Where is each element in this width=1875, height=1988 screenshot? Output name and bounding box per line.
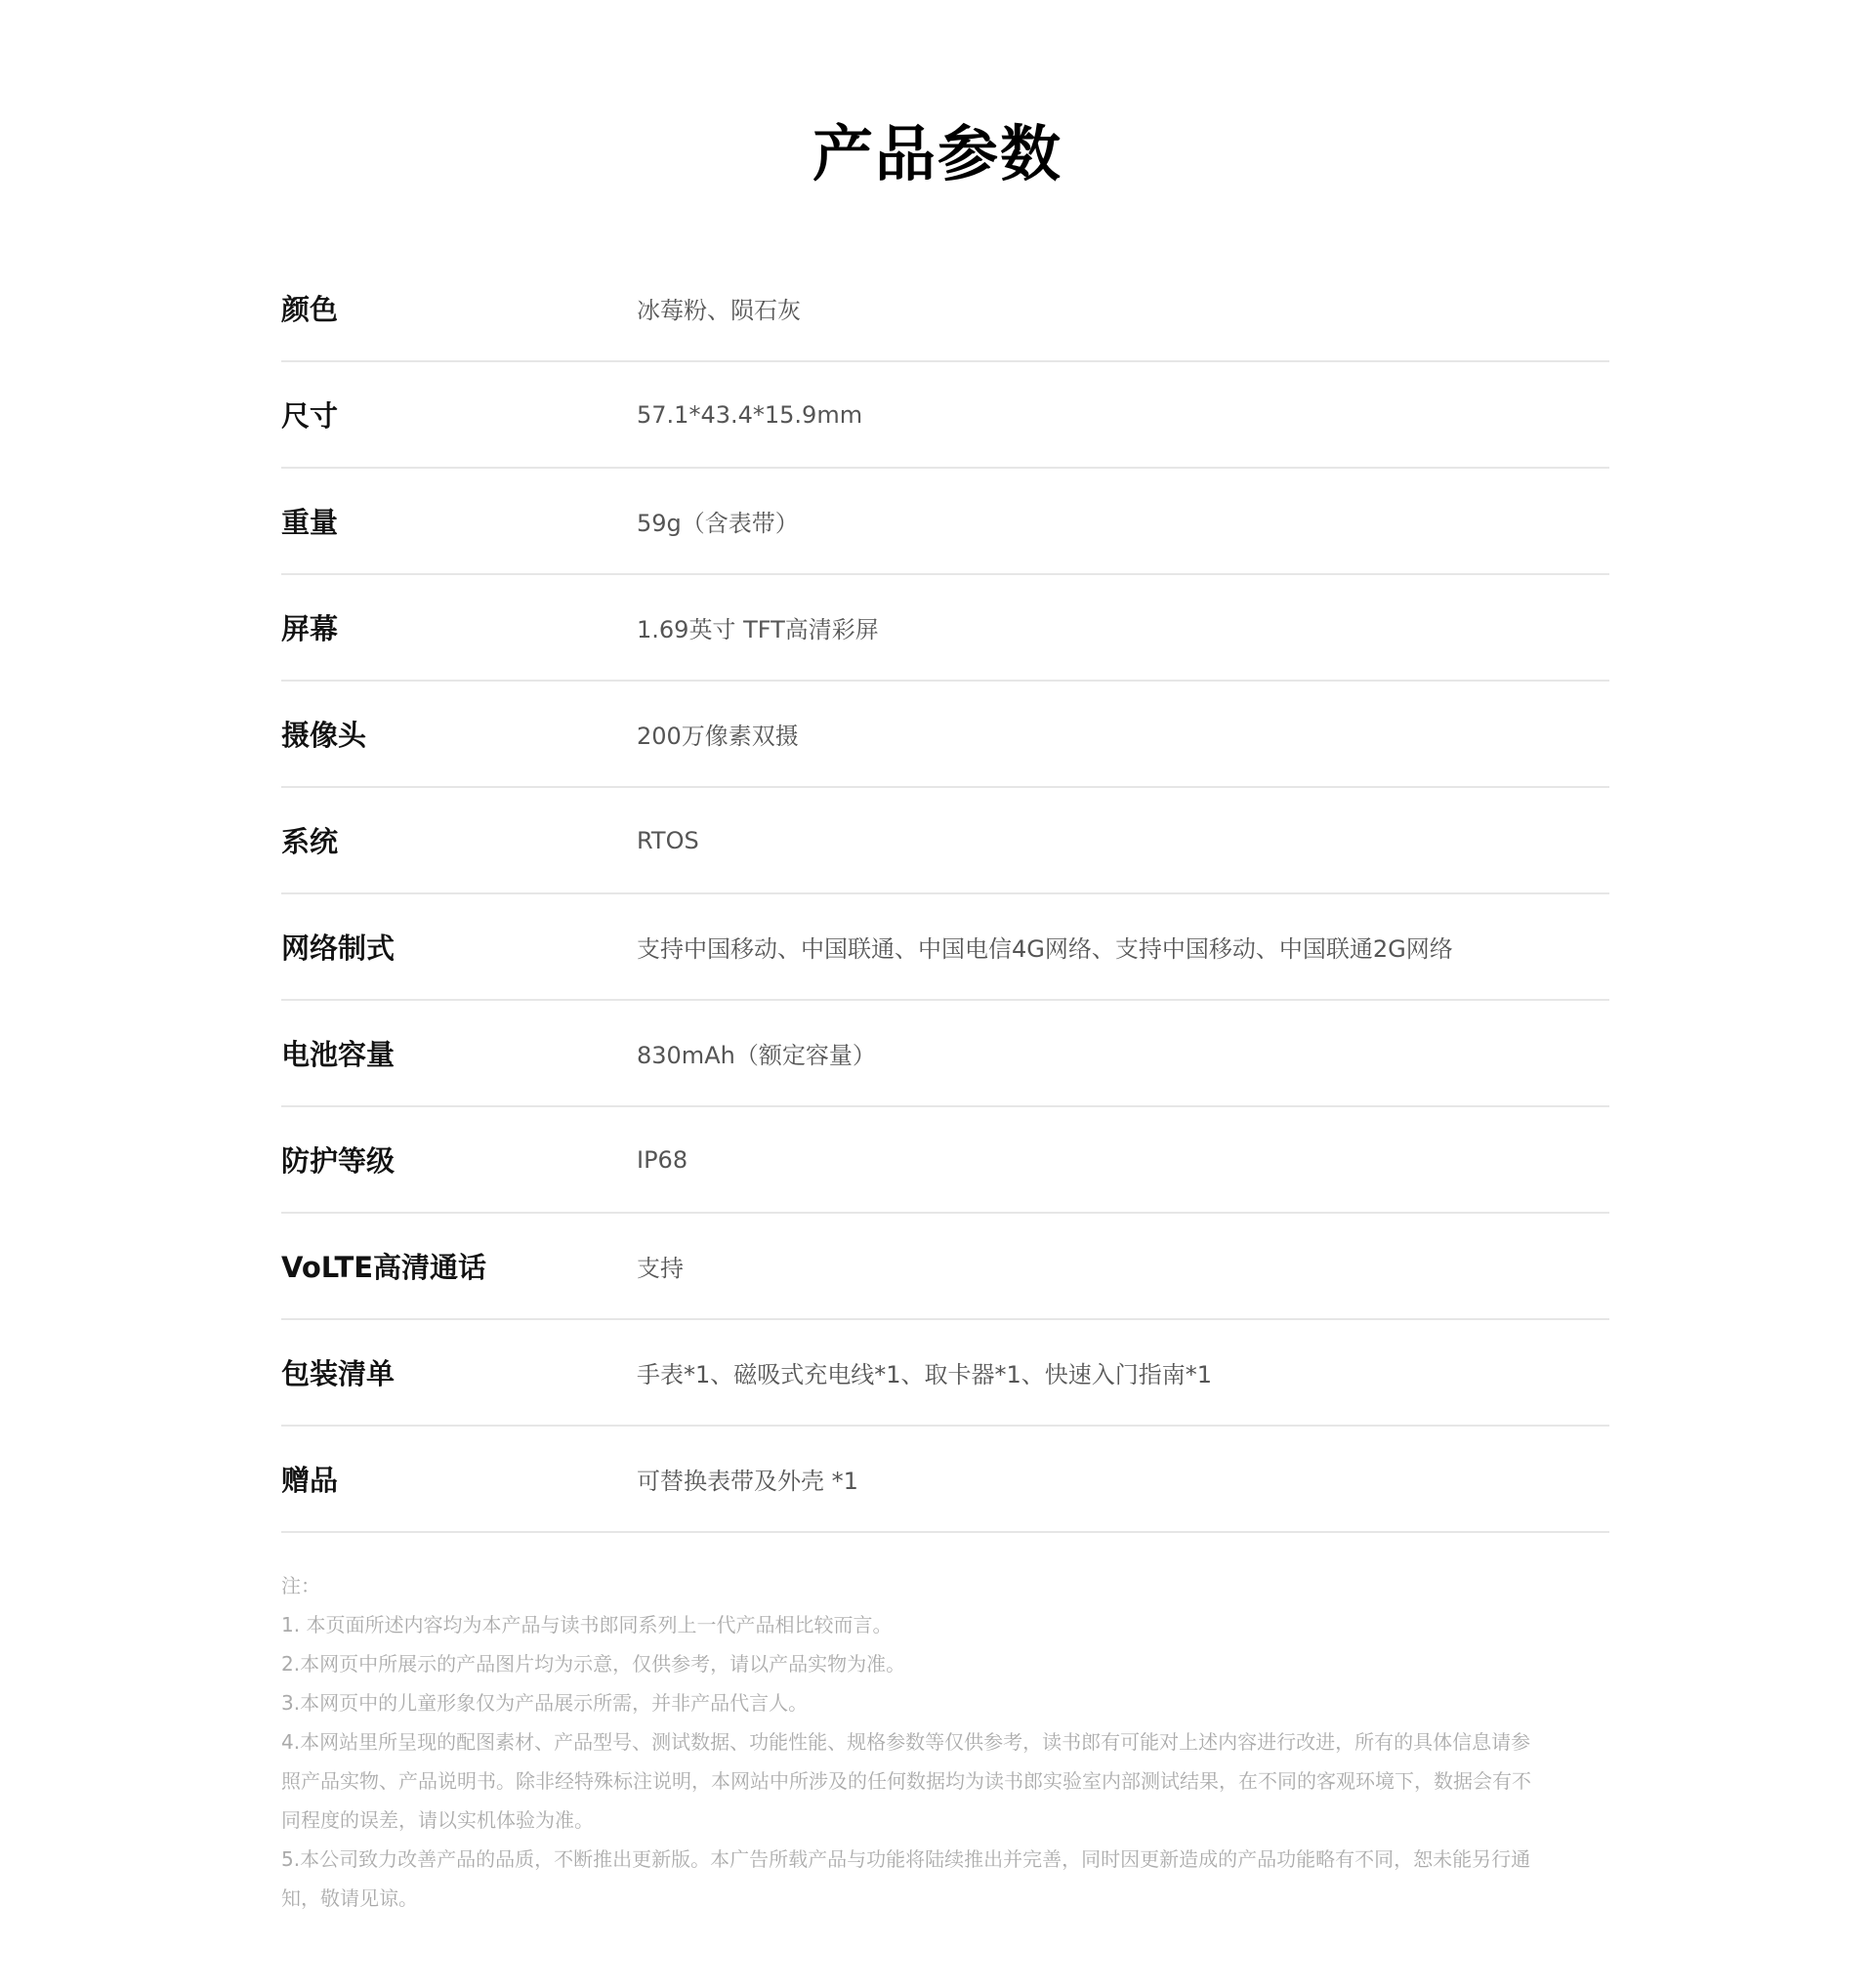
- page-title: 产品参数: [812, 118, 1062, 189]
- spec-row-camera: [281, 682, 1609, 788]
- spec-value: 支持: [637, 1255, 684, 1282]
- spec-row-network: [281, 894, 1609, 1001]
- spec-label: 包装清单: [281, 1357, 396, 1390]
- spec-row-system: [281, 788, 1609, 894]
- spec-row-size: [281, 362, 1609, 469]
- spec-label: VoLTE高清通话: [281, 1251, 487, 1284]
- spec-label: 屏幕: [281, 612, 339, 645]
- spec-label: 系统: [281, 825, 339, 858]
- spec-label: 尺寸: [281, 399, 339, 433]
- notes-heading: 注：: [281, 1574, 320, 1597]
- note-item: 4.本网站里所呈现的配图素材、产品型号、测试数据、功能性能、规格参数等仅供参考，读书郎有可能对上述内容进行改进，所有的具体信息请参照产品实物、产品说明书。除非经特殊标注说明，本网站中所涉及的任何数据均为读书郎实验室内部测试结果，在不同的客观环境下，数据会有不同程度的误差，请以实机体验为准。: [281, 1730, 1531, 1832]
- spec-label: 重量: [281, 506, 339, 539]
- spec-value: 支持中国移动、中国联通、中国电信4G网络、支持中国移动、中国联通2G网络: [637, 935, 1453, 963]
- spec-label: 颜色: [281, 293, 339, 326]
- note-item: 1. 本页面所述内容均为本产品与读书郎同系列上一代产品相比较而言。: [281, 1613, 893, 1636]
- spec-value: RTOS: [637, 826, 699, 854]
- note-item: 2.本网页中所展示的产品图片均为示意，仅供参考，请以产品实物为准。: [281, 1652, 906, 1676]
- spec-value: IP68: [637, 1145, 688, 1174]
- spec-label: 摄像头: [281, 719, 367, 752]
- spec-row-package: [281, 1320, 1609, 1427]
- spec-value: 200万像素双摄: [637, 723, 799, 750]
- spec-row-weight: [281, 469, 1609, 575]
- spec-row-gift: [281, 1427, 1609, 1533]
- spec-table: [281, 256, 1609, 1533]
- spec-value: 可替换表带及外壳 *1: [637, 1468, 858, 1495]
- spec-value: 1.69英寸 TFT高清彩屏: [637, 616, 879, 643]
- note-item: 5.本公司致力改善产品的品质，不断推出更新版。本广告所载产品与功能将陆续推出并完善，同时因更新造成的产品功能略有不同，恕未能另行通知，敬请见谅。: [281, 1847, 1531, 1910]
- spec-row-color: [281, 256, 1609, 362]
- spec-row-screen: [281, 575, 1609, 682]
- spec-row-protection: [281, 1107, 1609, 1214]
- spec-row-volte: [281, 1214, 1609, 1320]
- spec-value: 830mAh（额定容量）: [637, 1042, 876, 1069]
- spec-row-battery: [281, 1001, 1609, 1107]
- spec-label: 网络制式: [281, 932, 396, 965]
- note-item: 3.本网页中的儿童形象仅为产品展示所需，并非产品代言人。: [281, 1691, 809, 1715]
- spec-label: 电池容量: [281, 1038, 396, 1071]
- spec-value: 手表*1、磁吸式充电线*1、取卡器*1、快速入门指南*1: [637, 1361, 1213, 1388]
- spec-label: 赠品: [281, 1464, 339, 1497]
- spec-value: 57.1*43.4*15.9mm: [637, 400, 863, 429]
- spec-label: 防护等级: [281, 1144, 396, 1178]
- spec-value: 冰莓粉、陨石灰: [637, 297, 801, 324]
- disclaimer-notes: [281, 1566, 1531, 1918]
- spec-value: 59g（含表带）: [637, 510, 799, 537]
